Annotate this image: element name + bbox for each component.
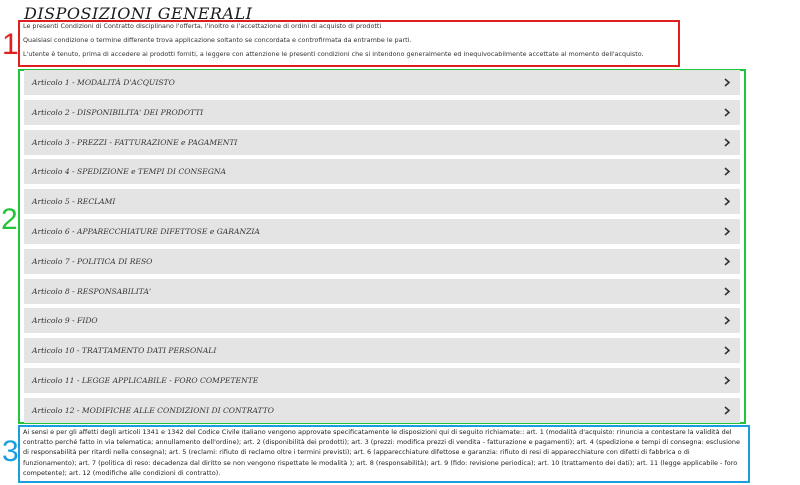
chevron-right-icon xyxy=(722,167,732,177)
accordion-item-label: Articolo 5 - RECLAMI xyxy=(32,197,116,207)
accordion-item-label: Articolo 3 - PREZZI - FATTURAZIONE e PAGAMENTI xyxy=(32,137,238,147)
page-title: DISPOSIZIONI GENERALI xyxy=(24,4,253,23)
accordion-item-articolo-5[interactable] xyxy=(24,189,740,214)
accordion-item-articolo-4[interactable] xyxy=(24,159,740,184)
chevron-right-icon xyxy=(722,78,732,88)
chevron-right-icon xyxy=(722,197,732,207)
intro-paragraph: Qualsiasi condizione o termine differente trova applicazione soltanto se concordata e controfirmata da entrambe le parti. xyxy=(23,36,412,44)
accordion-item-label: Articolo 12 - MODIFICHE ALLE CONDIZIONI DI CONTRATTO xyxy=(32,405,275,415)
accordion-item-label: Articolo 11 - LEGGE APPLICABILE - FORO COMPETENTE xyxy=(32,375,259,385)
accordion-item-articolo-11[interactable] xyxy=(24,368,740,393)
accordion-item-label: Articolo 2 - DISPONIBILITA' DEI PRODOTTI xyxy=(32,107,204,117)
intro-text xyxy=(23,22,683,64)
chevron-right-icon xyxy=(722,137,732,147)
accordion-item-label: Articolo 9 - FIDO xyxy=(32,316,98,326)
intro-paragraph: L'utente è tenuto, prima di accedere ai prodotti forniti, a leggere con attenzione le presenti condizioni che si intendono generalmente ed inequivocabilmente accettate al momento dell'acquisto. xyxy=(23,50,644,58)
accordion-item-articolo-12[interactable] xyxy=(24,398,740,423)
annotation-marker-3: 3 xyxy=(2,435,19,468)
accordion-item-articolo-7[interactable] xyxy=(24,249,740,274)
accordion-item-articolo-2[interactable] xyxy=(24,100,740,125)
accordion-item-articolo-9[interactable] xyxy=(24,308,740,333)
accordion-item-articolo-1[interactable] xyxy=(24,70,740,95)
articles-accordion xyxy=(24,70,740,428)
chevron-right-icon xyxy=(722,346,732,356)
accordion-item-label: Articolo 4 - SPEDIZIONE e TEMPI DI CONSEGNA xyxy=(32,167,227,177)
accordion-item-articolo-8[interactable] xyxy=(24,279,740,304)
chevron-right-icon xyxy=(722,107,732,117)
accordion-item-articolo-3[interactable] xyxy=(24,130,740,155)
chevron-right-icon xyxy=(722,226,732,236)
chevron-right-icon xyxy=(722,286,732,296)
accordion-item-label: Articolo 8 - RESPONSABILITA' xyxy=(32,286,152,296)
accordion-item-label: Articolo 10 - TRATTAMENTO DATI PERSONALI xyxy=(32,346,217,356)
chevron-right-icon xyxy=(722,375,732,385)
accordion-item-label: Articolo 6 - APPARECCHIATURE DIFETTOSE e GARANZIA xyxy=(32,226,260,236)
clauses-approval-text: Ai sensi e per gli affetti degli articoli 1341 e 1342 del Codice Civile italiano vengono approvate specificatamente le disposizioni qui di seguito richiamate:: art. 1 (modalità d'acquisto: rinuncia a contestare la validità del contratto perché fatto in via telematica; annullamento dell'ordine); art. 2 (disponibilità dei prodotti); art. 3 (prezzi: modifica prezzi di vendita - fatturazione e pagamenti); art. 4 (spedizione e tempi di consegna: esclusione di responsabilità per ritardi nella consegna); art. 5 (reclami: rifiuto di reclamo oltre i termini previsti); art. 6 (apparecchiature difettose e garanzia: rifiuto di resi di apparecchiature con difetti di fabbrica o di funzionamento); art. 7 (politica di reso: decadenza dal diritto se non vengono rispettate le modalità ); art. 8 (responsabilità); art. 9 (fido: revisione periodica); art. 10 (trattamento dei dati); art. 11 (legge applicabile - foro competente); art. 12 (modifiche alle condizioni di contratto). xyxy=(23,428,741,477)
accordion-item-label: Articolo 1 - MODALITÀ D'ACQUISTO xyxy=(32,78,175,87)
intro-paragraph: Le presenti Condizioni di Contratto disciplinano l'offerta, l'inoltro e l'accettazione di ordini di acquisto di prodotti xyxy=(23,22,382,30)
accordion-item-articolo-6[interactable] xyxy=(24,219,740,244)
accordion-item-articolo-10[interactable] xyxy=(24,338,740,363)
accordion-item-label: Articolo 7 - POLITICA DI RESO xyxy=(32,256,153,266)
chevron-right-icon xyxy=(722,405,732,415)
annotation-marker-1: 1 xyxy=(2,28,19,61)
chevron-right-icon xyxy=(722,256,732,266)
annotation-marker-2: 2 xyxy=(1,203,18,236)
chevron-right-icon xyxy=(722,316,732,326)
